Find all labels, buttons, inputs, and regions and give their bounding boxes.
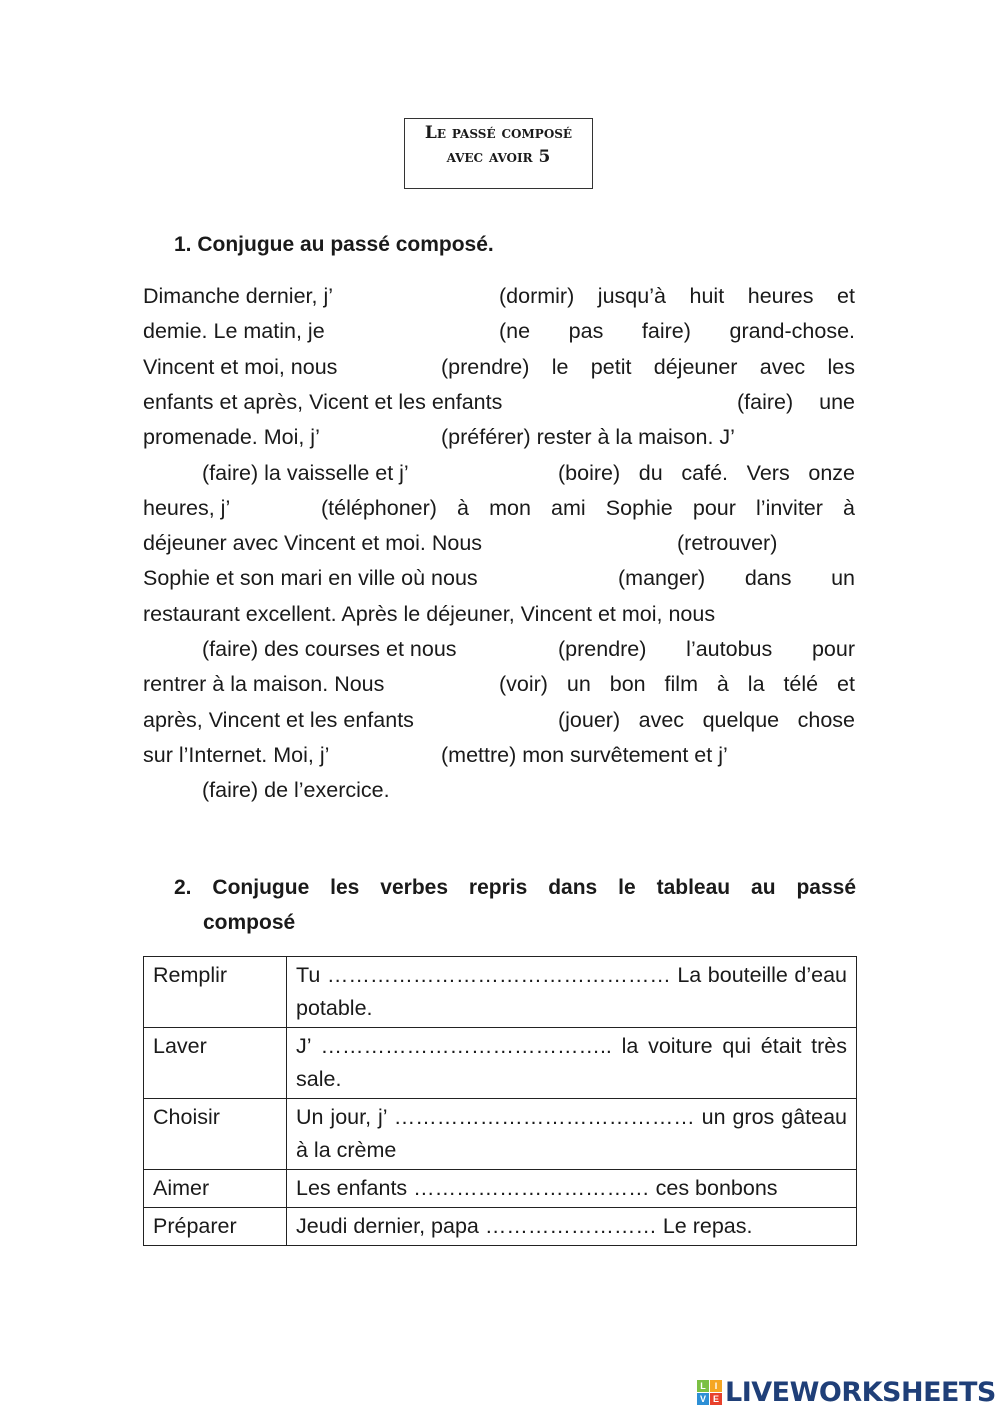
paragraph-text-segment: déjeuner avec Vincent et moi. Nous [143,531,483,556]
table-row [144,1028,857,1099]
sentence-cell[interactable]: Jeudi dernier, papa …………………… Le repas. [287,1208,857,1246]
paragraph-text-segment: (prendre) le petit déjeuner avec les [441,354,855,379]
verb-cell: Choisir [144,1099,287,1170]
sentence-cell[interactable]: Un jour, j’ …………………………………… un gros gâteau à la crème [287,1099,857,1170]
paragraph-text-segment: après, Vincent et les enfants [143,707,414,732]
paragraph-text-segment: heures, j’ [143,495,231,520]
title-box [404,118,593,189]
verb-cell: Préparer [144,1208,287,1246]
section-2-heading-cont: composé [203,911,296,934]
paragraph-text-segment: (jouer) avec quelque chose [558,707,855,732]
table-row [144,1208,857,1246]
logo-squares-icon: L I V E [697,1380,722,1405]
paragraph-text-segment: (faire) de l’exercice. [202,778,390,803]
paragraph-text-segment: (ne pas faire) grand-chose. [499,319,855,344]
logo-text: LIVEWORKSHEETS [725,1377,996,1408]
paragraph-text-segment: rentrer à la maison. Nous [143,672,385,697]
verb-cell: Aimer [144,1170,287,1208]
paragraph-text-segment: (mettre) mon survêtement et j’ [441,742,728,767]
verb-cell: Laver [144,1028,287,1099]
paragraph-text-segment: (voir) un bon film à la télé et [499,672,855,697]
title-line-2: avec avoir 5 [446,147,551,167]
verb-table [143,956,857,1246]
sentence-cell[interactable]: Les enfants …………………………… ces bonbons [287,1170,857,1208]
table-row [144,957,857,1028]
paragraph-text-segment: (préférer) rester à la maison. J’ [441,425,735,450]
section-2-heading: 2. Conjugue les verbes repris dans le tableau au passé [174,876,856,899]
paragraph-text-segment: (prendre) l’autobus pour [558,637,855,661]
paragraph-text-segment: restaurant excellent. Après le déjeuner, Vincent et moi, nous [143,601,716,626]
table-row [144,1170,857,1208]
paragraph-text-segment: (manger) dans un [618,566,855,591]
paragraph-text-segment: sur l’Internet. Moi, j’ [143,742,330,767]
paragraph-text-segment: Vincent et moi, nous [143,354,338,379]
paragraph-text-segment: Dimanche dernier, j’ [143,284,334,308]
liveworksheets-logo [697,1377,996,1408]
paragraph-text-segment: demie. Le matin, je [143,319,325,344]
paragraph-text-segment: (faire) une [737,389,855,414]
paragraph-text-segment: (faire) la vaisselle et j’ [202,460,409,485]
section-1-heading: 1. Conjugue au passé composé. [174,233,494,256]
paragraph-text-segment: (téléphoner) à mon ami Sophie pour l’inviter à [321,495,855,520]
verb-cell: Remplir [144,957,287,1028]
paragraph-text-segment: enfants et après, Vicent et les enfants [143,389,503,414]
sentence-cell[interactable]: J’ ………………………………….. la voiture qui était très sale. [287,1028,857,1099]
paragraph-text-segment: (boire) du café. Vers onze [558,460,855,485]
title-line-1: Le passé composé [424,123,573,143]
paragraph-text-segment: (retrouver) [677,531,778,556]
paragraph-text-segment: Sophie et son mari en ville où nous [143,566,478,591]
table-row [144,1099,857,1170]
paragraph-text-segment: promenade. Moi, j’ [143,425,320,450]
sentence-cell[interactable]: Tu ………………………………………… La bouteille d’eau potable. [287,957,857,1028]
paragraph-text-segment: (dormir) jusqu’à huit heures et [499,284,855,308]
paragraph-text-segment: (faire) des courses et nous [202,637,457,661]
